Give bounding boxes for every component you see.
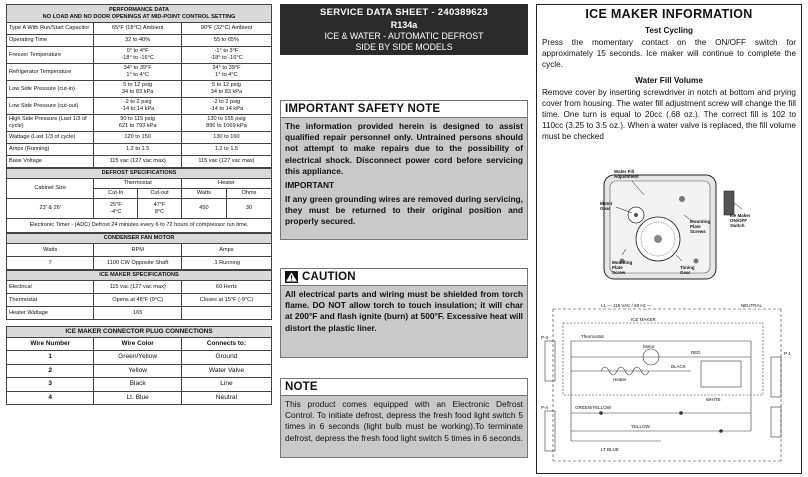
icemaker-spec-header: ICE MAKER SPECIFICATIONS — [7, 271, 272, 281]
label-timing-gear: Timing Gear — [680, 265, 695, 275]
icemaker-spec-value — [181, 307, 271, 320]
thermostat-label: Thermostat — [94, 179, 181, 189]
performance-65f-value: -2 to 2 psig -14 to 14 kPa — [94, 98, 181, 115]
connector-col-wire-color: Wire Color — [94, 338, 181, 351]
cutout-value: 47°F 8°C — [138, 199, 182, 219]
label-water-fill: Water Fill Adjustment — [614, 169, 639, 179]
service-header — [280, 4, 528, 55]
schematic-neutral-label: NEUTRAL — [741, 303, 763, 308]
schematic-label-green-yellow: GREEN/YELLOW — [575, 405, 612, 410]
important-label: IMPORTANT — [285, 179, 335, 190]
connector-connects-to: Ground — [181, 351, 271, 365]
condenser-header: CONDENSER FAN MOTOR — [7, 234, 272, 244]
cutin-value: 25°F -4°C — [94, 199, 138, 219]
connector-connects-to: Water Valve — [181, 364, 271, 378]
water-fill-heading: Water Fill Volume — [635, 76, 703, 86]
performance-row — [7, 156, 272, 168]
condenser-rpm-label: RPM — [94, 244, 181, 257]
condenser-watts-label: Watts — [7, 244, 94, 257]
icemaker-spec-value: Opens at 48°F (9°C) — [94, 294, 181, 307]
icemaker-info-title: ICE MAKER INFORMATION — [585, 7, 753, 21]
performance-65f-value: 65°F (18°C) Ambient — [94, 23, 181, 35]
icemaker-spec-row — [7, 294, 272, 307]
safety-heading: IMPORTANT SAFETY NOTE — [281, 101, 527, 118]
performance-90f-value: -2 to 2 psig -14 to 14 kPa — [181, 98, 271, 115]
icemaker-info-column — [536, 4, 802, 474]
performance-header: PERFORMANCE DATA NO LOAD AND NO DOOR OPENINGS AT MID-POINT CONTROL SETTING — [7, 5, 272, 23]
test-cycling-body: Press the momentary contact on the ON/OFF switch for approximately 15 seconds. Ice maker will continue to complete the cycle. — [542, 38, 796, 69]
connector-wire-number: 2 — [7, 364, 94, 378]
cabinet-value: 23' & 26' — [7, 199, 94, 219]
icemaker-spec-value: 115 vac (127 vac max) — [94, 281, 181, 294]
performance-row — [7, 23, 272, 35]
performance-65f-value: 0° to 4°F -18° to -16°C — [94, 47, 181, 64]
condenser-amps: .1 Running — [181, 257, 271, 270]
performance-65f-value: 34° to 39°F 1° to 4°C — [94, 64, 181, 81]
label-mounting-plate: Mounting Plate Screws — [690, 219, 711, 234]
performance-row-label: Type A With Run/Start Capacitor — [7, 23, 94, 35]
performance-90f-value: 115 vac (127 vac max) — [181, 156, 271, 168]
performance-row — [7, 144, 272, 156]
connector-wire-color: Lt. Blue — [94, 391, 181, 405]
icemaker-spec-label: Electrical — [7, 281, 94, 294]
connector-row — [7, 364, 272, 378]
icemaker-spec-value: Closes at 15°F (-9°C) — [181, 294, 271, 307]
connector-wire-color: Yellow — [94, 364, 181, 378]
performance-65f-value: 90 to 115 psig 621 to 793 kPa — [94, 115, 181, 132]
condenser-watts: 7 — [7, 257, 94, 270]
schematic-label-heater: Heater — [613, 377, 627, 382]
label-mounting-plate-2: Mounting Plate Screw — [612, 260, 633, 275]
note-box — [280, 378, 528, 458]
defrost-table — [6, 168, 272, 233]
connector-connects-to: Neutral — [181, 391, 271, 405]
performance-65f-value: 115 vac (127 vac max) — [94, 156, 181, 168]
schematic-label-thermostat: Thermostat — [581, 334, 604, 339]
water-fill-body: Remove cover by inserting screwdriver in notch at bottom and prying cover from housing. The water fill adjustment screw will change the fill time. One turn is equal to 20cc (.68 oz.). The correct fill is 102 to 110cc (3.25 to 3.5 oz.). When a water valve is replaced, the fill volume must be checked — [542, 88, 796, 141]
connector-wire-color: Black — [94, 378, 181, 392]
performance-row-label: Low Side Pressure (cut-out) — [7, 98, 94, 115]
connector-header: ICE MAKER CONNECTOR PLUG CONNECTIONS — [7, 327, 272, 338]
performance-row — [7, 81, 272, 98]
connector-table — [6, 326, 272, 405]
label-motor-gear: Motor Gear — [600, 201, 613, 211]
icemaker-spec-value: 60 Hertz — [181, 281, 271, 294]
performance-90f-value: 1.2 to 1.5 — [181, 144, 271, 156]
performance-row-label: Freezer Temperature — [7, 47, 94, 64]
heater-label: Heater — [181, 179, 271, 189]
cutout-label: Cut-out — [138, 189, 182, 199]
note-heading: NOTE — [281, 379, 527, 396]
schematic-label-lt-blue: LT BLUE — [601, 447, 619, 452]
condenser-rpm: 1100 CW Opposite Shaft — [94, 257, 181, 270]
icemaker-spec-label: Heater Wattage — [7, 307, 94, 320]
wiring-schematic — [541, 301, 797, 469]
schematic-label-white: WHITE — [706, 397, 721, 402]
performance-90f-value: 130 to 155 psig 896 to 1069 kPa — [181, 115, 271, 132]
performance-row — [7, 35, 272, 47]
test-cycling-heading: Test Cycling — [644, 26, 694, 35]
icemaker-spec-table — [6, 270, 272, 320]
schematic-p1: P-1 — [784, 351, 792, 356]
performance-90f-value: 55 to 65% — [181, 35, 271, 47]
cutin-label: Cut-In — [94, 189, 138, 199]
schematic-p3: P-3 — [541, 335, 549, 340]
icemaker-mechanism-diagram — [592, 169, 752, 287]
schematic-p4: P-4 — [541, 405, 549, 410]
performance-row-label: Wattage (Last 1/3 of cycle) — [7, 132, 94, 144]
refrigerant: R134a — [390, 20, 418, 30]
performance-row-label: High Side Pressure (Last 1/3 of cycle) — [7, 115, 94, 132]
performance-65f-value: 32 to 40% — [94, 35, 181, 47]
cabinet-size-label: Cabinet Size — [7, 179, 94, 199]
icemaker-spec-row — [7, 307, 272, 320]
connector-wire-number: 1 — [7, 351, 94, 365]
defrost-note: Electronic Timer - (ADC) Defrost 24 minutes every 6 to 72 hours of compressor run time. — [7, 219, 272, 233]
schematic-line-label: L1 — 115 VAC / 60 Hz — — [601, 303, 652, 308]
note-body: This product comes equipped with an Electronic Defrost Control. To initiate defrost, depress the fresh food light switch 5 times in 6 seconds (light bulb must be working).To terminate defrost, depress the fresh food light switch 5 times in 6 seconds. — [285, 399, 523, 443]
safety-body: The information provided herein is designed to assist qualified repair personnel only. Untrained persons should not attempt to make repairs due to the possibility of electrical shock. Disconnect power cord before servicing this appliance. — [285, 121, 523, 176]
performance-row — [7, 115, 272, 132]
performance-90f-value: 130 to 160 — [181, 132, 271, 144]
icemaker-spec-label: Thermostat — [7, 294, 94, 307]
important-body: If any green grounding wires are removed during servicing, they must be returned to their original position and properly secured. — [285, 194, 523, 227]
performance-65f-value: 1.2 to 1.5 — [94, 144, 181, 156]
specs-column — [6, 4, 272, 474]
ohms-value: 30 — [226, 199, 271, 219]
schematic-label-yellow: YELLOW — [631, 424, 650, 429]
connector-col-connects: Connects to: — [181, 338, 271, 351]
connector-wire-number: 3 — [7, 378, 94, 392]
safety-note-box — [280, 100, 528, 240]
connector-col-wire-number: Wire Number — [7, 338, 94, 351]
connector-row — [7, 391, 272, 405]
middle-column — [280, 4, 528, 474]
performance-row — [7, 64, 272, 81]
connector-connects-to: Line — [181, 378, 271, 392]
ohms-label: Ohms — [226, 189, 271, 199]
schematic-label-black: BLACK — [671, 364, 686, 369]
performance-row-label: Low Side Pressure (cut-in) — [7, 81, 94, 98]
performance-65f-value: 120 to 150 — [94, 132, 181, 144]
condenser-table — [6, 233, 272, 270]
label-onoff-switch: Ice Maker ON/OFF Switch — [730, 213, 751, 228]
schematic-label-motor: Motor — [643, 344, 655, 349]
warning-icon — [285, 271, 298, 283]
performance-table — [6, 4, 272, 168]
caution-body: All electrical parts and wiring must be shielded from torch flame. DO NOT allow torch to touch insulation; it will char at 200°F and flash ignite (burn) at 500°F. Excessive heat will distort the plastic liner. — [285, 289, 523, 333]
performance-65f-value: 5 to 12 psig 34 to 83 kPa — [94, 81, 181, 98]
connector-row — [7, 378, 272, 392]
condenser-amps-label: Amps — [181, 244, 271, 257]
icemaker-spec-value: 165 — [94, 307, 181, 320]
connector-wire-number: 4 — [7, 391, 94, 405]
performance-row-label: Base Voltage — [7, 156, 94, 168]
performance-90f-value: 34° to 39°F 1° to 4°C — [181, 64, 271, 81]
defrost-header: DEFROST SPECIFICATIONS — [7, 169, 272, 179]
watts-value: 450 — [181, 199, 226, 219]
performance-row — [7, 98, 272, 115]
performance-90f-value: 90°F (32°C) Ambient — [181, 23, 271, 35]
performance-row — [7, 132, 272, 144]
performance-row-label: Refrigerator Temperature — [7, 64, 94, 81]
caution-box — [280, 268, 528, 358]
performance-row-label: Amps (Running) — [7, 144, 94, 156]
service-line2: SIDE BY SIDE MODELS — [355, 42, 453, 52]
icemaker-spec-row — [7, 281, 272, 294]
connector-wire-color: Green/Yellow — [94, 351, 181, 365]
schematic-label-red: RED — [691, 350, 701, 355]
performance-90f-value: 5 to 12 psig 34 to 83 kPa — [181, 81, 271, 98]
performance-row — [7, 47, 272, 64]
connector-row — [7, 351, 272, 365]
schematic-title: ICE MAKER — [631, 317, 656, 322]
performance-90f-value: -1° to 3°F -18° to -16°C — [181, 47, 271, 64]
performance-row-label: Operating Time — [7, 35, 94, 47]
service-line1: ICE & WATER - AUTOMATIC DEFROST — [324, 31, 484, 41]
caution-heading: CAUTION — [302, 271, 356, 283]
watts-label: Watts — [181, 189, 226, 199]
service-title: SERVICE DATA SHEET - 240389623 — [319, 7, 489, 18]
